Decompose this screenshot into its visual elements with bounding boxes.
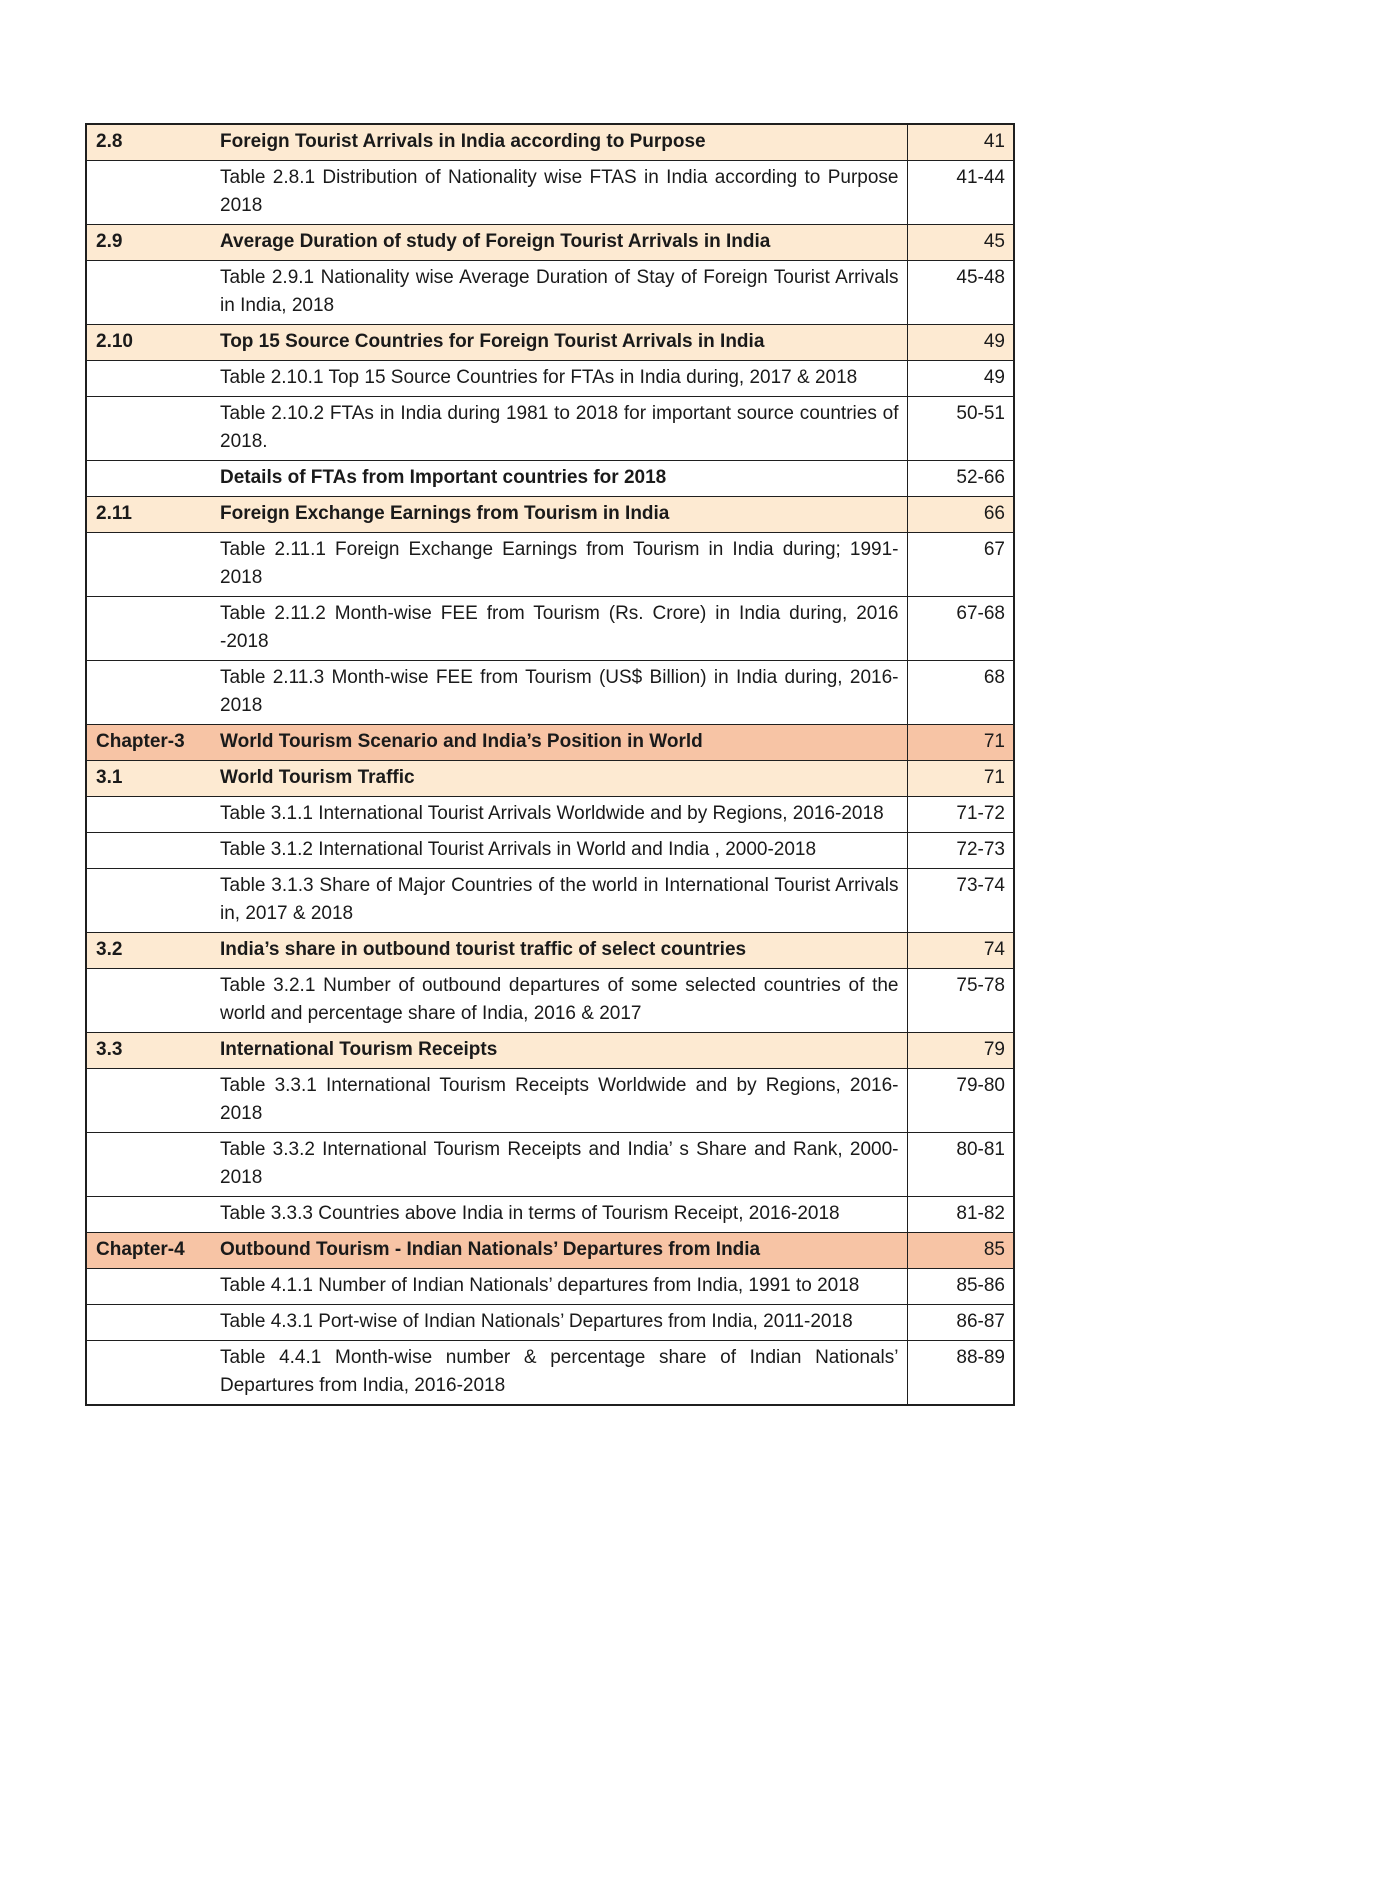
toc-row-number: 2.10 [86, 325, 211, 361]
toc-row-entry [86, 161, 1014, 225]
toc-row-title: Foreign Exchange Earnings from Tourism in India [211, 497, 907, 533]
toc-row-entry [86, 261, 1014, 325]
toc-row-pages: 66 [907, 497, 1014, 533]
toc-row-title: Table 2.9.1 Nationality wise Average Duration of Stay of Foreign Tourist Arrivals in India, 2018 [211, 261, 907, 325]
toc-row-number: 2.11 [86, 497, 211, 533]
toc-row-section [86, 124, 1014, 161]
toc-row-pages: 49 [907, 325, 1014, 361]
toc-row-number: 2.9 [86, 225, 211, 261]
toc-row-entry [86, 1197, 1014, 1233]
toc-row-title: Table 3.1.3 Share of Major Countries of the world in International Tourist Arrivals in, 2017 & 2018 [211, 869, 907, 933]
toc-row-section [86, 325, 1014, 361]
toc-row-title: Table 3.3.1 International Tourism Receipts Worldwide and by Regions, 2016-2018 [211, 1069, 907, 1133]
toc-row-title: World Tourism Scenario and India’s Position in World [211, 725, 907, 761]
toc-row-pages: 50-51 [907, 397, 1014, 461]
toc-row-number [86, 869, 211, 933]
toc-row-section [86, 497, 1014, 533]
toc-body [86, 124, 1014, 1405]
toc-row-number [86, 533, 211, 597]
toc-row-number [86, 969, 211, 1033]
toc-row-number: Chapter-4 [86, 1233, 211, 1269]
toc-row-pages: 85-86 [907, 1269, 1014, 1305]
toc-row-pages: 85 [907, 1233, 1014, 1269]
toc-row-number [86, 1197, 211, 1233]
toc-row-number [86, 833, 211, 869]
toc-row-pages: 88-89 [907, 1341, 1014, 1406]
toc-row-pages: 67-68 [907, 597, 1014, 661]
toc-row-entry [86, 869, 1014, 933]
toc-row-entry [86, 969, 1014, 1033]
toc-row-pages: 71 [907, 725, 1014, 761]
toc-row-pages: 75-78 [907, 969, 1014, 1033]
toc-row-number [86, 1305, 211, 1341]
toc-row-pages: 45-48 [907, 261, 1014, 325]
toc-row-pages: 45 [907, 225, 1014, 261]
toc-row-title: Top 15 Source Countries for Foreign Tourist Arrivals in India [211, 325, 907, 361]
toc-row-number: 3.2 [86, 933, 211, 969]
toc-row-chapter [86, 1233, 1014, 1269]
toc-row-number [86, 797, 211, 833]
toc-row-title: Table 2.8.1 Distribution of Nationality wise FTAS in India according to Purpose 2018 [211, 161, 907, 225]
toc-row-entry [86, 1069, 1014, 1133]
toc-row-number [86, 1133, 211, 1197]
toc-row-entry [86, 1269, 1014, 1305]
toc-row-title: Table 3.3.3 Countries above India in terms of Tourism Receipt, 2016-2018 [211, 1197, 907, 1233]
toc-row-title: Foreign Tourist Arrivals in India according to Purpose [220, 131, 706, 152]
toc-row-title: Table 2.11.2 Month-wise FEE from Tourism (Rs. Crore) in India during, 2016 -2018 [211, 597, 907, 661]
toc-row-number [86, 261, 211, 325]
toc-row-title: Table 2.10.1 Top 15 Source Countries for FTAs in India during, 2017 & 2018 [211, 361, 907, 397]
toc-row-title: Table 4.1.1 Number of Indian Nationals’ departures from India, 1991 to 2018 [211, 1269, 907, 1305]
toc-row-pages: 71 [907, 761, 1014, 797]
toc-row-entry-bold [86, 461, 1014, 497]
toc-row-entry [86, 1341, 1014, 1406]
toc-row-entry [86, 597, 1014, 661]
toc-row-title: Table 2.10.2 FTAs in India during 1981 to 2018 for important source countries of 2018. [211, 397, 907, 461]
toc-row-number [86, 597, 211, 661]
toc-row-number: 2.8 [96, 131, 123, 152]
toc-row-number: 3.3 [86, 1033, 211, 1069]
toc-row-title: Table 4.4.1 Month-wise number & percentage share of Indian Nationals’ Departures from India, 2016-2018 [211, 1341, 907, 1406]
toc-row-pages: 79-80 [907, 1069, 1014, 1133]
toc-row-pages: 68 [907, 661, 1014, 725]
toc-row-title: Outbound Tourism - Indian Nationals’ Departures from India [211, 1233, 907, 1269]
toc-row-entry [86, 833, 1014, 869]
toc-row-pages: 41 [907, 124, 1014, 161]
toc-row-pages: 79 [907, 1033, 1014, 1069]
toc-row-title: Table 2.11.3 Month-wise FEE from Tourism (US$ Billion) in India during, 2016-2018 [211, 661, 907, 725]
toc-row-entry [86, 397, 1014, 461]
toc-row-pages: 52-66 [907, 461, 1014, 497]
toc-row-entry [86, 533, 1014, 597]
toc-row-title: Details of FTAs from Important countries for 2018 [211, 461, 907, 497]
toc-row-pages: 86-87 [907, 1305, 1014, 1341]
toc-row-entry [86, 1133, 1014, 1197]
toc-row-entry [86, 361, 1014, 397]
toc-row-number [86, 461, 211, 497]
toc-row-entry [86, 661, 1014, 725]
toc-row-title: Table 3.2.1 Number of outbound departures of some selected countries of the world and percentage share of India, 2016 & 2017 [211, 969, 907, 1033]
toc-row-title: International Tourism Receipts [211, 1033, 907, 1069]
toc-row-number [86, 397, 211, 461]
toc-row-title: Average Duration of study of Foreign Tourist Arrivals in India [211, 225, 907, 261]
toc-row-title: Table 3.3.2 International Tourism Receipts and India’ s Share and Rank, 2000-2018 [211, 1133, 907, 1197]
toc-row-pages: 74 [907, 933, 1014, 969]
toc-row-number [86, 361, 211, 397]
toc-row-pages: 73-74 [907, 869, 1014, 933]
toc-row-title: World Tourism Traffic [211, 761, 907, 797]
toc-row-section [86, 225, 1014, 261]
toc-row-pages: 67 [907, 533, 1014, 597]
table-of-contents [85, 123, 1015, 1406]
toc-row-pages: 72-73 [907, 833, 1014, 869]
toc-row-number: Chapter-3 [86, 725, 211, 761]
toc-row-section [86, 761, 1014, 797]
toc-row-number [86, 661, 211, 725]
toc-row-title: Table 4.3.1 Port-wise of Indian Nationals’ Departures from India, 2011-2018 [211, 1305, 907, 1341]
toc-row-title: Table 3.1.2 International Tourist Arrivals in World and India , 2000-2018 [211, 833, 907, 869]
toc-row-section [86, 933, 1014, 969]
toc-row-title: Table 2.11.1 Foreign Exchange Earnings from Tourism in India during; 1991-2018 [211, 533, 907, 597]
toc-row-section [86, 1033, 1014, 1069]
toc-row-entry [86, 797, 1014, 833]
toc-row-pages: 80-81 [907, 1133, 1014, 1197]
toc-row-number [86, 1269, 211, 1305]
toc-row-number [86, 1341, 211, 1406]
toc-row-title: Table 3.1.1 International Tourist Arrivals Worldwide and by Regions, 2016-2018 [211, 797, 907, 833]
toc-row-pages: 71-72 [907, 797, 1014, 833]
toc-row-number: 3.1 [86, 761, 211, 797]
toc-row-pages: 41-44 [907, 161, 1014, 225]
toc-row-chapter [86, 725, 1014, 761]
toc-row-number [86, 161, 211, 225]
toc-row-entry [86, 1305, 1014, 1341]
toc-row-title: India’s share in outbound tourist traffic of select countries [211, 933, 907, 969]
toc-row-pages: 49 [907, 361, 1014, 397]
toc-row-number [86, 1069, 211, 1133]
toc-row-pages: 81-82 [907, 1197, 1014, 1233]
